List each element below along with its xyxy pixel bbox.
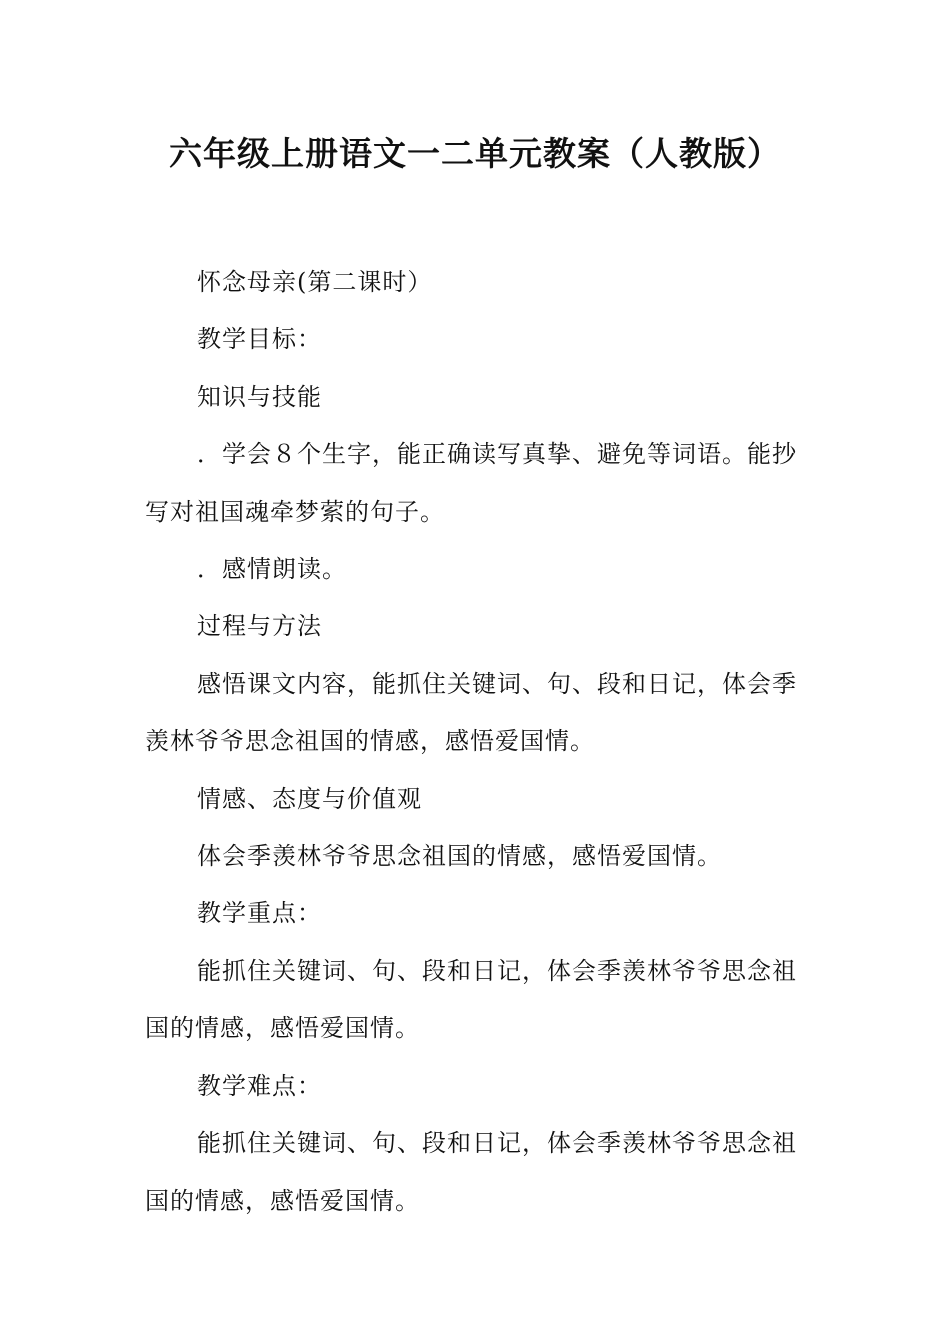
- subheading-emotion-values: 情感、态度与价值观: [197, 784, 422, 813]
- paragraph-skills-2: ．感情朗读。: [197, 555, 347, 584]
- subheading-process-method: 过程与方法: [197, 612, 322, 641]
- paragraph-process-method: 感悟课文内容，能抓住关键词、句、段和日记，体会季羡林爷爷思念祖国的情感，感悟爱国情。: [145, 669, 797, 756]
- paragraph-skills-1: ．学会８个生字，能正确读写真挚、避免等词语。能抄写对祖国魂牵梦萦的句子。: [145, 440, 797, 526]
- subheading-knowledge-skills: 知识与技能: [197, 382, 322, 411]
- lesson-heading: 怀念母亲(第二课时）: [197, 268, 433, 296]
- paragraph-key-points: 能抓住关键词、句、段和日记，体会季羡林爷爷思念祖国的情感，感悟爱国情。: [145, 956, 797, 1043]
- paragraph-emotion-values: 体会季羡林爷爷思念祖国的情感，感悟爱国情。: [197, 842, 722, 871]
- section-heading-key-points: 教学重点：: [197, 899, 322, 928]
- section-heading-objectives: 教学目标：: [197, 325, 322, 354]
- document-title: 六年级上册语文一二单元教案（人教版）: [169, 134, 781, 173]
- section-heading-difficulties: 教学难点：: [197, 1071, 322, 1100]
- document-body: [145, 254, 807, 1230]
- paragraph-difficulties: 能抓住关键词、句、段和日记，体会季羡林爷爷思念祖国的情感，感悟爱国情。: [145, 1129, 797, 1215]
